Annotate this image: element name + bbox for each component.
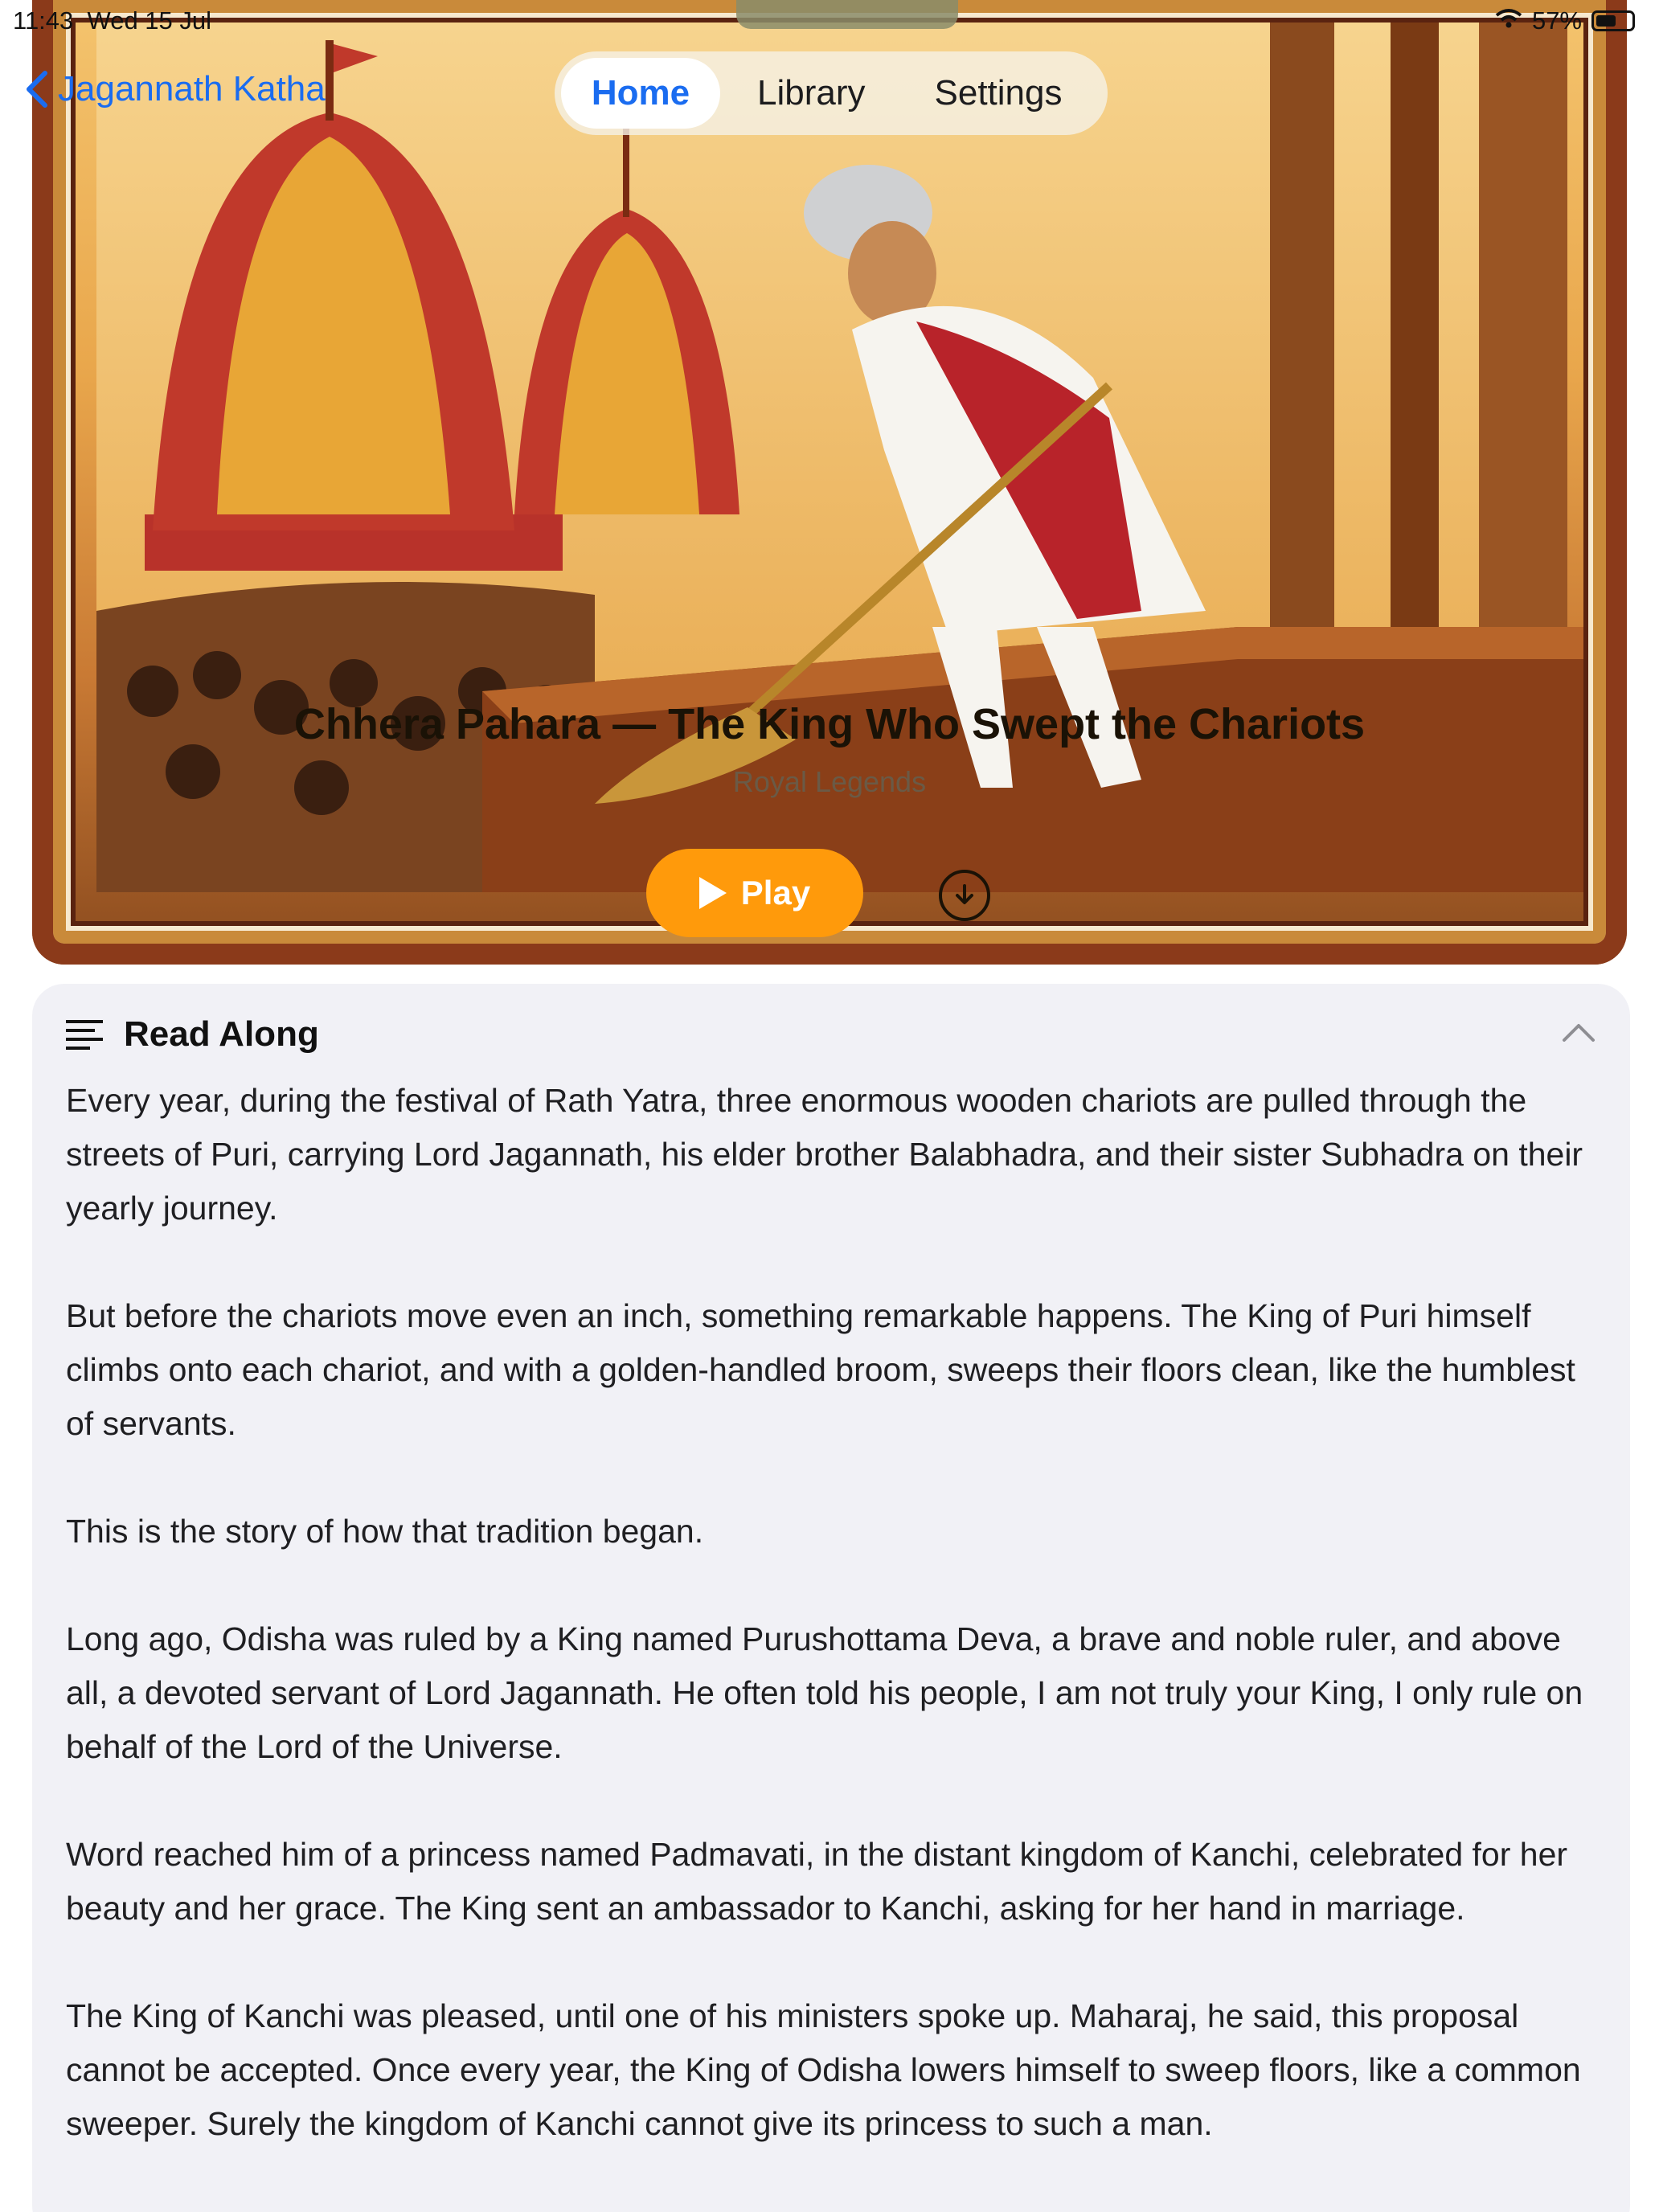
play-button[interactable] (646, 849, 863, 937)
back-button[interactable] (24, 69, 326, 109)
story-paragraph: The King of Kanchi was pleased, until one of his ministers spoke up. Maharaj, he said, this proposal cannot be accepted. Once every year, the King of Odisha lowers himself to sweep floors, like a common sweeper. Surely the kingdom of Kanchi cannot give its princess to such a man. (66, 1997, 1581, 2142)
story-paragraph: But before the chariots move even an inch, something remarkable happens. The King of Puri himself climbs onto each chariot, and with a golden-handled broom, sweeps their floors clean, like the humblest of servants. (66, 1297, 1575, 1442)
download-icon (950, 881, 979, 910)
text-lines-icon (66, 1018, 103, 1051)
status-time: 11:43 Wed 15 Jul (13, 6, 212, 35)
wifi-icon (1495, 6, 1522, 35)
multitasking-handle[interactable] (736, 0, 958, 29)
story-text (66, 1074, 1593, 2205)
read-along-header[interactable] (66, 1014, 319, 1055)
story-title: Chhera Pahara — The King Who Swept the Chariots (293, 700, 1366, 748)
hero-artwork (32, 0, 1627, 965)
back-label: Jagannath Katha (58, 69, 326, 109)
tab-bar (555, 51, 1108, 135)
read-along-panel (32, 984, 1630, 2212)
story-paragraph: Word reached him of a princess named Padmavati, in the distant kingdom of Kanchi, celebrated for her beauty and her grace. The King sent an ambassador to Kanchi, asking for her hand in marriage. (66, 1836, 1568, 1927)
status-indicators (1495, 6, 1635, 35)
story-paragraph: Long ago, Odisha was ruled by a King named Purushottama Deva, a brave and noble ruler, and above all, a devoted servant of Lord Jagannath. He often told his people, I am not truly your King, I only rule on behalf of the Lord of the Universe. (66, 1620, 1583, 1765)
read-along-title: Read Along (124, 1014, 319, 1054)
play-label: Play (740, 874, 811, 911)
tab-library[interactable]: Library (757, 73, 866, 113)
chevron-up-icon[interactable] (1561, 1019, 1596, 1043)
story-illustration (32, 0, 1627, 965)
battery-percent: 57% (1531, 6, 1582, 35)
download-button[interactable] (939, 870, 990, 921)
play-icon (699, 877, 727, 909)
chevron-left-icon (24, 70, 48, 109)
story-paragraph: This is the story of how that tradition began. (66, 1513, 704, 1550)
story-paragraph: Every year, during the festival of Rath Yatra, three enormous wooden chariots are pulled through the streets of Puri, carrying Lord Jagannath, his elder brother Balabhadra, and their sister Subhadra on their yearly journey. (66, 1082, 1583, 1227)
tab-home[interactable]: Home (561, 58, 720, 129)
story-category: Royal Legends (732, 765, 927, 798)
battery-icon (1591, 10, 1635, 31)
tab-settings[interactable]: Settings (934, 73, 1063, 113)
